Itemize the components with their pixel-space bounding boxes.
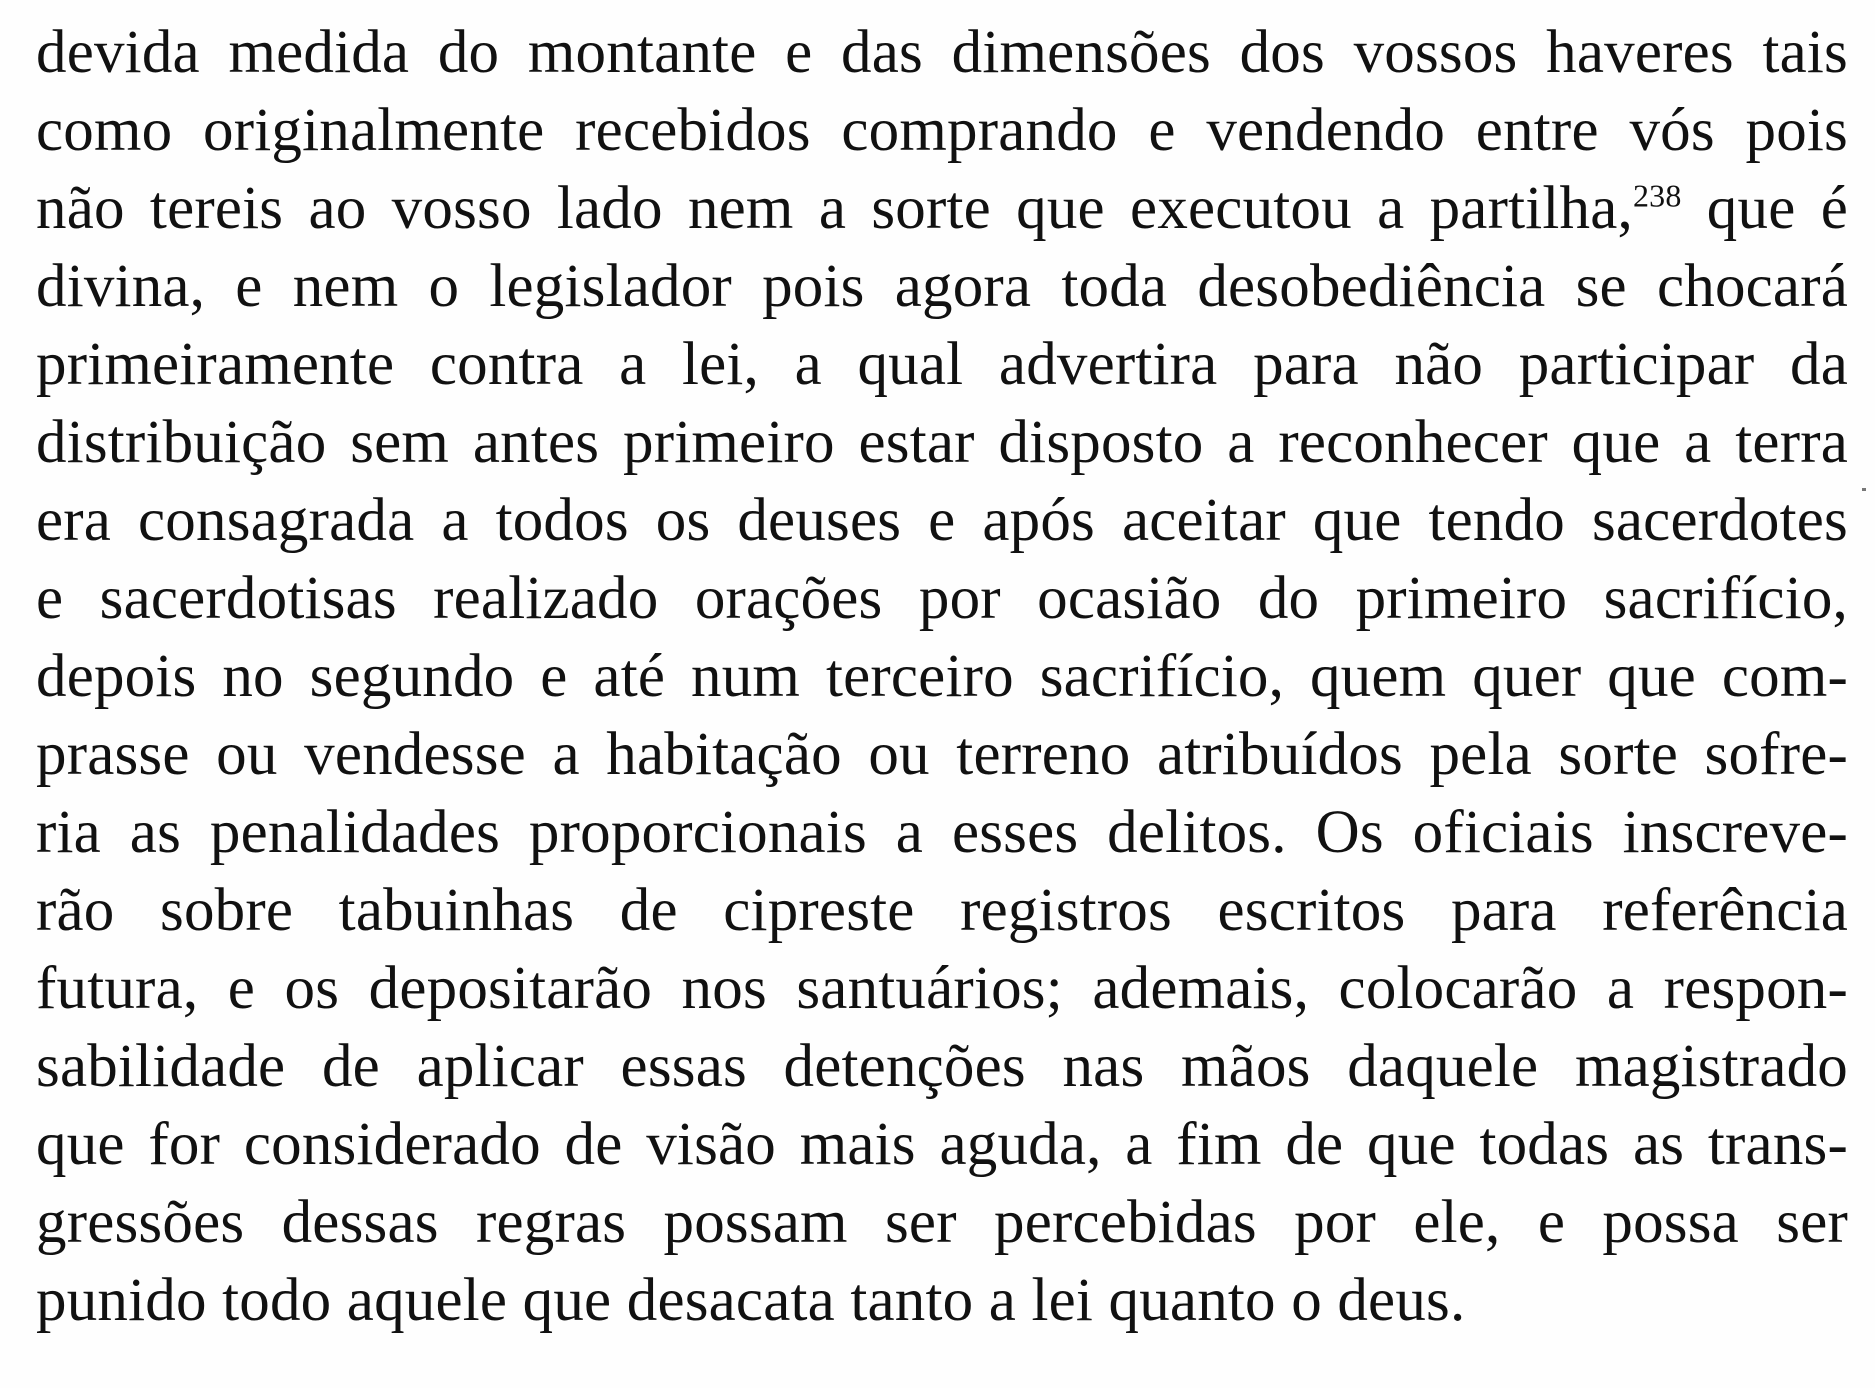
text-line: gressões dessas regras possam ser percebidas por ele, e possa ser: [36, 1189, 1848, 1256]
text-line: rão sobre tabuinhas de cipreste registros escritos para referência: [36, 877, 1848, 944]
text-line: divina, e nem o legislador pois agora toda desobediência se chocará: [36, 253, 1848, 320]
text-line: sabilidade de aplicar essas detenções nas mãos daquele magistrado: [36, 1033, 1848, 1100]
text-line: que for considerado de visão mais aguda, a fim de que todas as trans-: [36, 1111, 1848, 1178]
text-line: ria as penalidades proporcionais a esses delitos. Os oficiais inscreve-: [36, 799, 1848, 866]
scan-speck: [1862, 488, 1866, 491]
text-line: devida medida do montante e das dimensões dos vossos haveres tais: [36, 19, 1848, 86]
text-line: como originalmente recebidos comprando e vendendo entre vós pois: [36, 97, 1848, 164]
text-line: era consagrada a todos os deuses e após aceitar que tendo sacerdotes: [36, 487, 1848, 554]
footnote-reference: 238: [1632, 177, 1682, 214]
text-line: depois no segundo e até num terceiro sacrifício, quem quer que com-: [36, 643, 1848, 710]
text-line: e sacerdotisas realizado orações por ocasião do primeiro sacrifício,: [36, 565, 1848, 632]
text-line-last: punido todo aquele que desacata tanto a lei quanto o deus.: [36, 1267, 1466, 1334]
text-line: distribuição sem antes primeiro estar disposto a reconhecer que a terra: [36, 409, 1848, 476]
text-line: não tereis ao vosso lado nem a sorte que executou a partilha,$^{238}$ que é: [36, 175, 1848, 242]
text-line: primeiramente contra a lei, a qual advertira para não participar da: [36, 331, 1848, 398]
body-paragraph: [36, 14, 1848, 1340]
text-line: prasse ou vendesse a habitação ou terreno atribuídos pela sorte sofre-: [36, 721, 1848, 788]
text-line: futura, e os depositarão nos santuários; ademais, colocarão a respon-: [36, 955, 1848, 1022]
